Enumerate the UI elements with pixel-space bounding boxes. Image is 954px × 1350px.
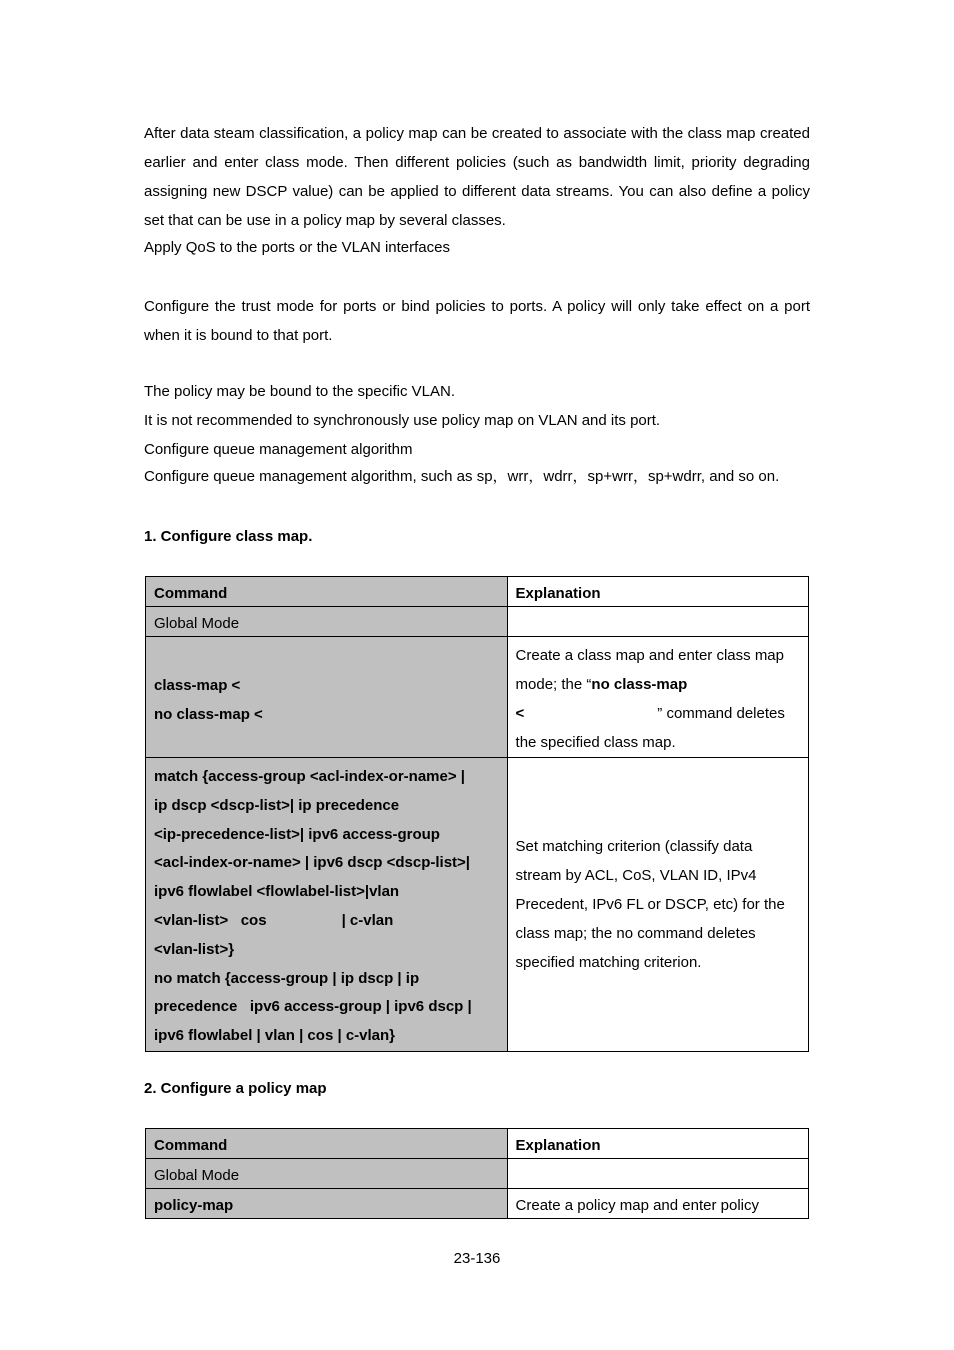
queue-heading-line: Configure queue management algorithm	[144, 441, 413, 458]
class-map-explanation-line: the specified class map.	[515, 734, 676, 751]
mode-explanation-empty	[507, 1159, 808, 1189]
explanation-command: no class-map	[591, 676, 688, 693]
section2-heading: 2. Configure a policy map	[144, 1080, 327, 1097]
mode-explanation-empty	[507, 607, 808, 637]
class-map-explanation-cell	[507, 637, 808, 758]
match-command-line: ipv6 flowlabel <flowlabel-list>|vlan	[154, 883, 400, 901]
match-command-line: <vlan-list> cos | c-vlan	[154, 911, 394, 929]
no-match-command-line: ipv6 flowlabel | vlan | cos | c-vlan}	[154, 1027, 396, 1045]
match-explanation-line: specified matching criterion.	[515, 953, 702, 971]
class-map-explanation-line	[516, 699, 800, 728]
match-command-cell	[146, 758, 508, 1052]
recommendation-line: It is not recommended to synchronously use policy map on VLAN and its port.	[144, 412, 661, 429]
explanation-text: ” command deletes	[657, 705, 785, 722]
match-command-line: <ip-precedence-list>| ipv6 access-group	[154, 825, 440, 843]
no-match-command-line: no match {access-group | ip dscp | ip	[154, 969, 420, 987]
header-command: Command	[146, 577, 508, 607]
explanation-text: mode; the “	[515, 676, 592, 693]
class-map-command: class-map <	[154, 677, 241, 694]
match-command-line: <acl-index-or-name> | ipv6 dscp <dscp-list>|	[154, 854, 471, 872]
match-explanation-line: Set matching criterion (classify data	[515, 837, 753, 855]
policy-map-command: policy-map	[146, 1189, 508, 1219]
header-explanation: Explanation	[507, 1129, 808, 1159]
match-explanation-line: class map; the no command deletes	[515, 924, 756, 942]
page-number: 23-136	[453, 1250, 501, 1267]
mode-cell: Global Mode	[146, 1159, 508, 1189]
class-map-table	[145, 576, 809, 1052]
section1-heading: 1. Configure class map.	[144, 528, 313, 545]
header-explanation: Explanation	[507, 577, 808, 607]
apply-qos-line: Apply QoS to the ports or the VLAN interfaces	[144, 239, 450, 256]
trust-mode-paragraph: Configure the trust mode for ports or bind policies to ports. A policy will only take effect on a port when it is bound to that port.	[144, 298, 810, 344]
no-class-map-command: no class-map <	[154, 706, 263, 723]
explanation-bracket: <	[515, 705, 525, 722]
header-command: Command	[146, 1129, 508, 1159]
match-explanation-line: Precedent, IPv6 FL or DSCP, etc) for the	[515, 895, 785, 913]
class-map-command-cell	[146, 637, 508, 758]
mode-cell: Global Mode	[146, 607, 508, 637]
no-match-command-line: precedence ipv6 access-group | ipv6 dscp |	[154, 998, 472, 1016]
queue-detail-line: Configure queue management algorithm, such as sp，wrr，wdrr，sp+wrr，sp+wdrr, and so on.	[144, 468, 780, 485]
intro-paragraph: After data steam classification, a policy map can be created to associate with the class map created earlier and enter class mode. Then different policies (such as bandwidth limit, priority degrading assigning new DSCP value) can be applied to different data streams. You can also define a policy set that can be use in a policy map by several classes.	[144, 125, 810, 229]
match-explanation-line: stream by ACL, CoS, VLAN ID, IPv4	[515, 866, 757, 884]
class-map-explanation-line: Create a class map and enter class map	[515, 647, 784, 664]
match-command-line: ip dscp <dscp-list>| ip precedence	[154, 796, 400, 814]
policy-map-explanation: Create a policy map and enter policy	[507, 1189, 808, 1219]
match-command-line: <vlan-list>}	[154, 940, 235, 958]
policy-map-table	[145, 1128, 809, 1219]
match-explanation-cell	[507, 758, 808, 1052]
match-command-line: match {access-group <acl-index-or-name> |	[154, 768, 465, 785]
class-map-explanation-line	[516, 670, 800, 699]
vlan-bind-line: The policy may be bound to the specific VLAN.	[144, 383, 456, 400]
